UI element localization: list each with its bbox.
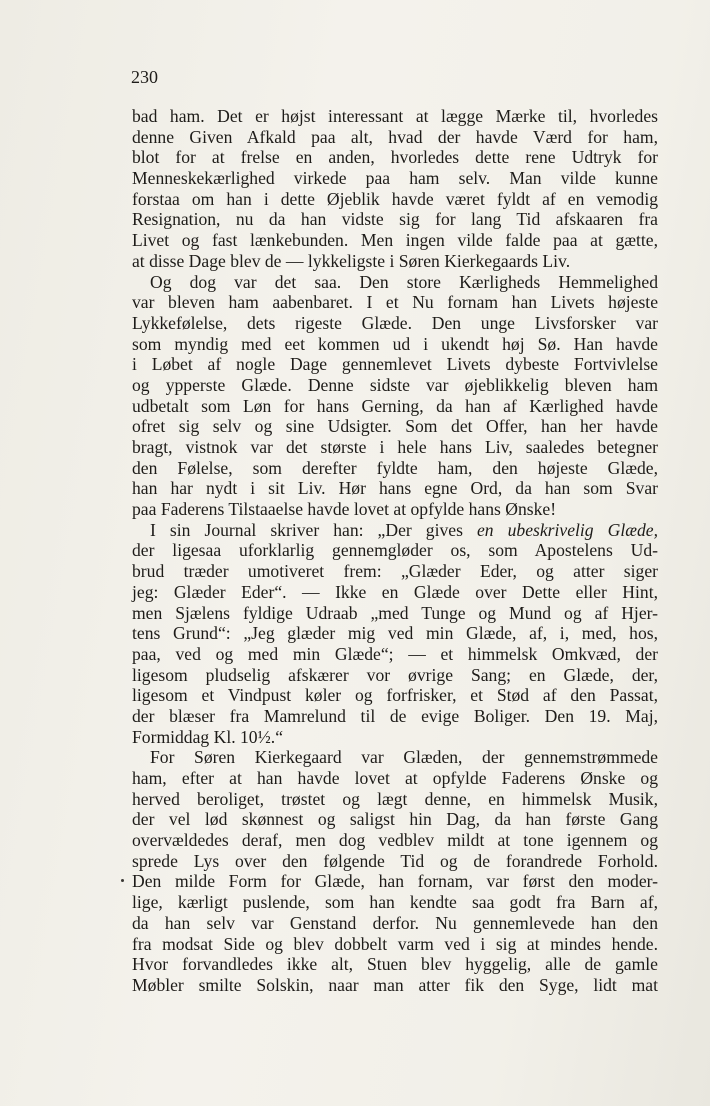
text-run: denne Given Afkald paa alt, hvad der havde Værd for ham, (132, 126, 658, 147)
text-run: ham, efter at han havde lovet at opfylde Faderens Ønske og (132, 768, 658, 788)
text-line (132, 147, 658, 168)
text-line (132, 540, 658, 561)
text-run: herved beroliget, trøstet og lægt denne, en himmelsk Musik, (132, 788, 658, 809)
text-run: Hvor forvandledes ikke alt, Stuen blev hyggelig, alle de gamle (132, 954, 658, 975)
text-line (132, 644, 658, 665)
page-number: 230 (131, 67, 158, 87)
text-run: han har nydt i sit Liv. Hør hans egne Ord, da han som Svar (132, 478, 658, 499)
text-run: der ligesaa uforklarlig gennemgløder os, som Apostelens Ud- (132, 540, 658, 561)
text-run: jeg: Glæder Eder“. — Ikke en Glæde over Dette eller Hint, (132, 581, 658, 602)
text-line (132, 665, 658, 686)
text-line (132, 168, 658, 189)
text-run: Lykkefølelse, dets rigeste Glæde. Den unge Livsforsker var (132, 312, 658, 333)
text-run: I sin Journal skriver han: „Der gives (150, 519, 477, 540)
text-line (132, 354, 658, 375)
text-run: som myndig med eet kommen ud i ukendt høj Sø. Han havde (132, 333, 658, 354)
text-line (132, 851, 658, 872)
text-run: der blæser fra Mamrelund til de evige Boliger. Den 19. Maj, (132, 705, 658, 726)
text-line (132, 272, 658, 293)
text-run: ligesom pludselig afskærer vor øvrige Sang; en Glæde, der, (132, 664, 658, 685)
text-run: Resignation, nu da han vidste sig for lang Tid afskaaren fra (132, 209, 658, 230)
text-run: i Løbet af nogle Dage gennemlevet Livets dybeste Fortvivlelse (132, 354, 658, 375)
text-line (132, 520, 658, 541)
text-line (132, 499, 658, 520)
text-run: brud træder umotiveret frem: „Glæder Eder, og atter siger (132, 561, 658, 582)
text-line (132, 334, 658, 355)
text-run: Formiddag Kl. 10½.“ (132, 726, 283, 747)
text-line (132, 127, 658, 148)
text-line (132, 913, 658, 934)
text-run: sprede Lys over den følgende Tid og de forandrede Forhold. (132, 850, 658, 871)
text-line (132, 706, 658, 727)
text-line (132, 375, 658, 396)
text-run: For Søren Kierkegaard var Glæden, der gennemstrømmede (150, 747, 658, 768)
text-line (132, 458, 658, 479)
text-run: Livet og fast lænkebunden. Men ingen vilde falde paa at gætte, (132, 230, 658, 251)
italic-phrase: en ubeskrivelig Glæde, (476, 519, 658, 540)
text-run: ligesom et Vindpust køler og forfrisker, et Stød af den Passat, (132, 685, 658, 706)
text-line (132, 727, 658, 748)
text-line (132, 747, 658, 768)
text-run: Den milde Form for Glæde, han fornam, var først den moder- (132, 871, 658, 892)
text-run: Menneskekærlighed virkede paa ham selv. Man vilde kunne (132, 168, 658, 189)
text-line (132, 685, 658, 706)
text-run: bragt, vistnok var det største i hele hans Liv, saaledes betegner (132, 437, 658, 457)
text-run: fra modsat Side og blev dobbelt varm ved i sig at mindes hende. (132, 933, 658, 954)
text-run: var bleven ham aabenbaret. I et Nu fornam han Livets højeste (132, 292, 658, 313)
text-line (132, 789, 658, 810)
text-line (132, 189, 658, 210)
text-run: overvældedes deraf, men dog vedblev mildt at tone igennem og (132, 830, 658, 851)
text-line (132, 768, 658, 789)
text-line (132, 478, 658, 499)
text-line (132, 871, 658, 892)
text-line (132, 292, 658, 313)
text-line (132, 582, 658, 603)
text-run: ofret sig selv og sine Udsigter. Som det Offer, han her havde (132, 416, 658, 437)
text-line (132, 830, 658, 851)
text-run: tens Grund“: „Jeg glæder mig ved min Glæde, af, i, med, hos, (132, 623, 658, 644)
text-run: der vel lød skønnest og saligst hin Dag, da han første Gang (132, 809, 658, 830)
text-run: Og dog var det saa. Den store Kærligheds Hemmelighed (150, 271, 658, 292)
text-line (132, 396, 658, 417)
text-run: og ypperste Glæde. Denne sidste var øjeblikkelig bleven ham (132, 374, 658, 395)
text-run: da han selv var Genstand derfor. Nu gennemlevede han den (132, 912, 658, 933)
text-run: lige, kærligt puslende, som han kendte saa godt fra Barn af, (132, 892, 658, 913)
text-run: at disse Dage blev de — lykkeligste i Søren Kierkegaards Liv. (132, 250, 571, 271)
text-run: paa, ved og med min Glæde“; — et himmelsk Omkvæd, der (132, 643, 658, 664)
text-run: paa Faderens Tilstaaelse havde lovet at opfylde hans Ønske! (132, 499, 557, 520)
text-run: blot for at frelse en anden, hvorledes dette rene Udtryk for (132, 147, 658, 168)
text-line (132, 892, 658, 913)
text-line (132, 603, 658, 624)
text-line (132, 975, 658, 996)
text-line (132, 954, 658, 975)
text-line (132, 437, 658, 458)
text-line (132, 251, 658, 272)
text-run: bad ham. Det er højst interessant at lægge Mærke til, hvorledes (132, 106, 658, 126)
text-line (132, 561, 658, 582)
text-line (132, 209, 658, 230)
body-text (132, 106, 658, 996)
text-line (132, 623, 658, 644)
text-line (132, 313, 658, 334)
text-line (132, 934, 658, 955)
text-line (132, 416, 658, 437)
text-run: forstaa om han i dette Øjeblik havde været fyldt af en vemodig (132, 188, 658, 209)
text-run: men Sjælens fyldige Udraab „med Tunge og Mund og af Hjer- (132, 602, 658, 623)
text-line (132, 809, 658, 830)
text-line (132, 106, 658, 127)
text-run: den Følelse, som derefter fyldte ham, den højeste Glæde, (132, 457, 658, 478)
text-line (132, 230, 658, 251)
text-run: Møbler smilte Solskin, naar man atter fik den Syge, lidt mat (132, 974, 658, 995)
text-run: udbetalt som Løn for hans Gerning, da han af Kærlighed havde (132, 395, 658, 416)
ink-speck (121, 879, 124, 882)
